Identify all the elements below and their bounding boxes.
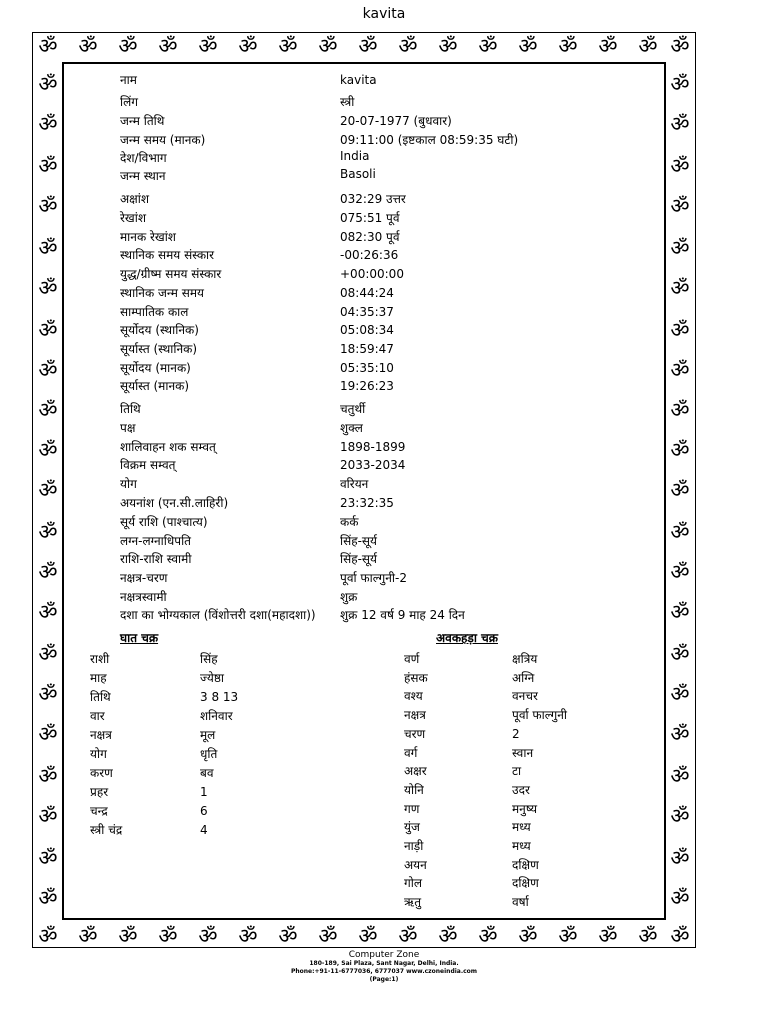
detail-value-rashi: सिंह-सूर्य [340,552,377,566]
detail-label-sunrise-local: सूर्योदय (स्थानिक) [120,323,199,337]
detail-value-war-summer-correction: +00:00:00 [340,267,404,281]
detail-label-local-birth-time: स्थानिक जन्म समय [120,286,204,300]
detail-value-country: India [340,149,370,163]
om-symbol-left: ॐ [38,72,58,96]
om-symbol-bottom: ॐ [278,924,298,948]
detail-label-birth-time: जन्म समय (मानक) [120,133,206,147]
om-symbol-right: ॐ [670,194,690,218]
avakahada-chakra-row-label: हंसक [404,670,428,685]
detail-value-sunrise-standard: 05:35:10 [340,361,394,375]
ghaat-chakra-row-value: 3 8 13 [200,690,239,704]
avakahada-chakra-row-label: वर्ण [404,652,420,666]
avakahada-chakra-row-value: दक्षिण [512,857,539,872]
om-symbol-top: ॐ [238,34,258,58]
detail-label-dasha-balance: दशा का भोग्यकाल (विंशोत्तरी दशा(महादशा)) [120,608,316,622]
om-symbol-right: ॐ [670,236,690,260]
detail-value-birth-date: 20-07-1977 (बुधवार) [340,114,452,128]
detail-label-nakshatra-lord: नक्षत्रस्वामी [120,590,167,604]
om-symbol-right: ॐ [670,112,690,136]
detail-value-paksha: शुक्ल [340,421,363,435]
om-symbol-left: ॐ [38,560,58,584]
avakahada-chakra-row-value: मध्य [512,820,531,835]
om-symbol-top: ॐ [78,34,98,58]
om-symbol-left: ॐ [38,276,58,300]
om-symbol-right: ॐ [670,72,690,96]
om-symbol-top: ॐ [670,34,690,58]
om-symbol-bottom: ॐ [558,924,578,948]
detail-value-local-time-correction: -00:26:36 [340,248,399,262]
om-symbol-bottom: ॐ [638,924,658,948]
om-symbol-left: ॐ [38,600,58,624]
avakahada-chakra-row-label: वर्ग [404,745,418,760]
om-symbol-top: ॐ [398,34,418,58]
detail-value-dasha-balance: शुक्र 12 वर्ष 9 माह 24 दिन [340,608,465,622]
detail-label-nakshatra-charan: नक्षत्र-चरण [120,571,168,585]
detail-value-standard-longitude: 082:30 पूर्व [340,230,400,244]
om-symbol-right: ॐ [670,520,690,544]
avakahada-chakra-row-label: चरण [404,726,426,741]
detail-value-birth-time: 09:11:00 (इष्टकाल 08:59:35 घटी) [340,133,519,147]
om-symbol-bottom: ॐ [478,924,498,948]
om-symbol-top: ॐ [158,34,178,58]
avakahada-chakra-row-label: नक्षत्र [404,708,426,723]
avakahada-chakra-row-value: अग्नि [512,670,535,685]
om-symbol-top: ॐ [38,34,58,58]
om-symbol-right: ॐ [670,846,690,870]
avakahada-chakra-row-value: 2 [512,726,520,741]
detail-label-sun-sign: सूर्य राशि (पाश्चात्य) [120,515,208,529]
om-symbol-top: ॐ [198,34,218,58]
detail-label-latitude: अक्षांश [120,192,150,206]
detail-label-name: नाम [120,73,137,87]
detail-label-birth-place: जन्म स्थान [120,169,166,183]
ghaat-chakra-title: घात चक्र [120,631,159,645]
detail-label-longitude: रेखांश [120,211,146,225]
detail-label-country: देश/विभाग [120,151,167,165]
om-symbol-right: ॐ [670,478,690,502]
detail-label-sunset-standard: सूर्यास्त (मानक) [120,379,190,393]
footer-page-number: (Page:1) [369,976,399,983]
ghaat-chakra-row-label: चन्द्र [90,804,108,818]
detail-label-sidereal-time: साम्पातिक काल [120,305,189,319]
detail-label-paksha: पक्ष [120,421,136,435]
ghaat-chakra-row-value: ज्येष्ठा [200,671,225,685]
detail-label-sunset-local: सूर्यास्त (स्थानिक) [120,342,198,356]
ghaat-chakra-row-label: प्रहर [90,785,109,799]
footer-company: Computer Zone [348,950,420,960]
om-symbol-right: ॐ [670,682,690,706]
detail-label-rashi: राशि-राशि स्वामी [120,552,192,566]
detail-value-birth-place: Basoli [340,167,376,181]
om-symbol-top: ॐ [558,34,578,58]
detail-value-shaka-samvat: 1898-1899 [340,440,406,454]
om-symbol-right: ॐ [670,642,690,666]
detail-label-standard-longitude: मानक रेखांश [120,230,176,244]
om-symbol-top: ॐ [638,34,658,58]
detail-label-birth-date: जन्म तिथि [120,114,165,128]
ghaat-chakra-row-value: बव [200,766,214,780]
om-symbol-left: ॐ [38,398,58,422]
avakahada-chakra-row-label: गण [404,801,420,816]
detail-value-nakshatra-lord: शुक्र [340,590,358,604]
page-title: kavita [362,6,406,22]
om-symbol-bottom: ॐ [358,924,378,948]
detail-label-sunrise-standard: सूर्योदय (मानक) [120,361,191,375]
ghaat-chakra-row-value: 6 [200,804,208,818]
ghaat-chakra-row-value: शनिवार [200,709,233,723]
om-symbol-right: ॐ [670,154,690,178]
om-symbol-bottom: ॐ [118,924,138,948]
avakahada-chakra-row-value: मनुष्य [512,801,538,816]
detail-value-nakshatra-charan: पूर्वा फाल्गुनी-2 [340,571,407,585]
om-symbol-left: ॐ [38,438,58,462]
om-symbol-left: ॐ [38,642,58,666]
footer-contact: Phone:+91-11-6777036, 6777037 www.czoneindia.com [290,968,478,975]
detail-value-sunrise-local: 05:08:34 [340,323,394,337]
detail-label-gender: लिंग [120,95,139,109]
om-symbol-bottom: ॐ [398,924,418,948]
om-symbol-left: ॐ [38,520,58,544]
om-symbol-bottom: ॐ [438,924,458,948]
avakahada-chakra-row-label: वश्य [404,689,423,704]
avakahada-chakra-row-value: उदर [512,782,530,797]
om-symbol-top: ॐ [478,34,498,58]
om-symbol-right: ॐ [670,276,690,300]
detail-label-vikram-samvat: विक्रम सम्वत् [120,458,176,472]
avakahada-chakra-row-value: वनचर [512,689,538,704]
om-symbol-left: ॐ [38,154,58,178]
om-symbol-right: ॐ [670,764,690,788]
ghaat-chakra-row-value: मूल [200,728,216,742]
avakahada-chakra-row-value: स्वान [512,745,534,760]
om-symbol-left: ॐ [38,358,58,382]
om-symbol-right: ॐ [670,560,690,584]
avakahada-chakra-row-label: अक्षर [404,764,427,779]
om-symbol-left: ॐ [38,112,58,136]
detail-label-yoga: योग [120,477,137,491]
om-symbol-top: ॐ [438,34,458,58]
avakahada-chakra-row-value: क्षत्रिय [512,652,538,666]
ghaat-chakra-row-label: स्त्री चंद्र [90,823,123,837]
om-symbol-left: ॐ [38,846,58,870]
detail-label-lagna: लग्न-लग्नाधिपति [120,534,192,548]
om-symbol-bottom: ॐ [78,924,98,948]
detail-value-lagna: सिंह-सूर्य [340,534,377,548]
om-symbol-top: ॐ [118,34,138,58]
detail-value-name: kavita [340,73,377,87]
ghaat-chakra-row-value: 1 [200,785,208,799]
detail-value-ayanamsa: 23:32:35 [340,496,394,510]
ghaat-chakra-row-value: धृति [200,747,218,761]
om-symbol-top: ॐ [278,34,298,58]
ghaat-chakra-row-label: माह [90,671,107,685]
ghaat-chakra-row-label: योग [90,747,107,761]
om-symbol-left: ॐ [38,764,58,788]
om-symbol-bottom: ॐ [198,924,218,948]
ghaat-chakra-row-label: तिथि [90,690,111,704]
om-symbol-right: ॐ [670,318,690,342]
ghaat-chakra-row-label: वार [90,709,105,723]
footer [0,950,768,984]
ghaat-chakra-row-value: 4 [200,823,208,837]
avakahada-chakra-row-value: मध्य [512,839,531,853]
om-symbol-left: ॐ [38,722,58,746]
detail-value-vikram-samvat: 2033-2034 [340,458,406,472]
avakahada-chakra-row-label: योनि [404,782,424,797]
detail-label-ayanamsa: अयनांश (एन.सी.लाहिरी) [120,496,229,510]
ghaat-chakra-row-label: राशी [90,652,110,666]
om-symbol-left: ॐ [38,318,58,342]
om-symbol-bottom: ॐ [318,924,338,948]
om-symbol-right: ॐ [670,804,690,828]
detail-label-local-time-correction: स्थानिक समय संस्कार [120,248,215,262]
avakahada-chakra-row-label: ऋतु [404,895,422,910]
avakahada-chakra-row-label: युंज [404,820,420,835]
om-symbol-bottom: ॐ [158,924,178,948]
detail-value-sidereal-time: 04:35:37 [340,305,394,319]
ghaat-chakra-row-label: करण [90,766,113,780]
om-symbol-left: ॐ [38,194,58,218]
detail-label-war-summer-correction: युद्ध/ग्रीष्म समय संस्कार [120,267,222,281]
om-symbol-left: ॐ [38,236,58,260]
om-symbol-bottom: ॐ [598,924,618,948]
om-symbol-right: ॐ [670,438,690,462]
om-symbol-left: ॐ [38,682,58,706]
detail-value-yoga: वरियन [340,477,369,491]
detail-value-tithi: चतुर्थी [340,402,366,416]
om-symbol-left: ॐ [38,478,58,502]
avakahada-chakra-row-label: गोल [404,876,423,891]
avakahada-chakra-row-label: नाड़ी [404,839,424,853]
detail-value-latitude: 032:29 उत्तर [340,192,406,206]
om-symbol-top: ॐ [318,34,338,58]
detail-value-gender: स्त्री [340,95,355,109]
avakahada-chakra-row-value: टा [512,764,522,779]
om-symbol-right: ॐ [670,398,690,422]
detail-value-sunset-standard: 19:26:23 [340,379,394,393]
detail-label-shaka-samvat: शालिवाहन शक सम्वत् [120,440,216,454]
om-symbol-right: ॐ [670,358,690,382]
ghaat-chakra-row-value: सिंह [200,652,218,666]
detail-value-local-birth-time: 08:44:24 [340,286,394,300]
footer-address: 180-189, Sai Plaza, Sant Nagar, Delhi, India. [309,960,459,967]
avakahada-chakra-row-value: वर्षा [512,895,529,910]
om-symbol-bottom: ॐ [518,924,538,948]
ghaat-chakra-row-label: नक्षत्र [90,728,112,742]
avakahada-chakra-row-value: पूर्वा फाल्गुनी [512,708,568,723]
detail-value-longitude: 075:51 पूर्व [340,211,400,225]
om-symbol-right: ॐ [670,886,690,910]
om-symbol-top: ॐ [518,34,538,58]
avakahada-chakra-row-label: अयन [404,857,427,872]
om-symbol-right: ॐ [670,600,690,624]
detail-label-tithi: तिथि [120,402,141,416]
om-symbol-left: ॐ [38,886,58,910]
om-symbol-left: ॐ [38,804,58,828]
detail-value-sunset-local: 18:59:47 [340,342,394,356]
om-symbol-right: ॐ [670,722,690,746]
om-symbol-bottom: ॐ [670,924,690,948]
detail-value-sun-sign: कर्क [340,515,359,529]
om-symbol-bottom: ॐ [38,924,58,948]
avakahada-chakra-title: अवकहड़ा चक्र [436,631,498,645]
avakahada-chakra-row-value: दक्षिण [512,876,539,891]
om-symbol-top: ॐ [598,34,618,58]
om-symbol-top: ॐ [358,34,378,58]
om-symbol-bottom: ॐ [238,924,258,948]
